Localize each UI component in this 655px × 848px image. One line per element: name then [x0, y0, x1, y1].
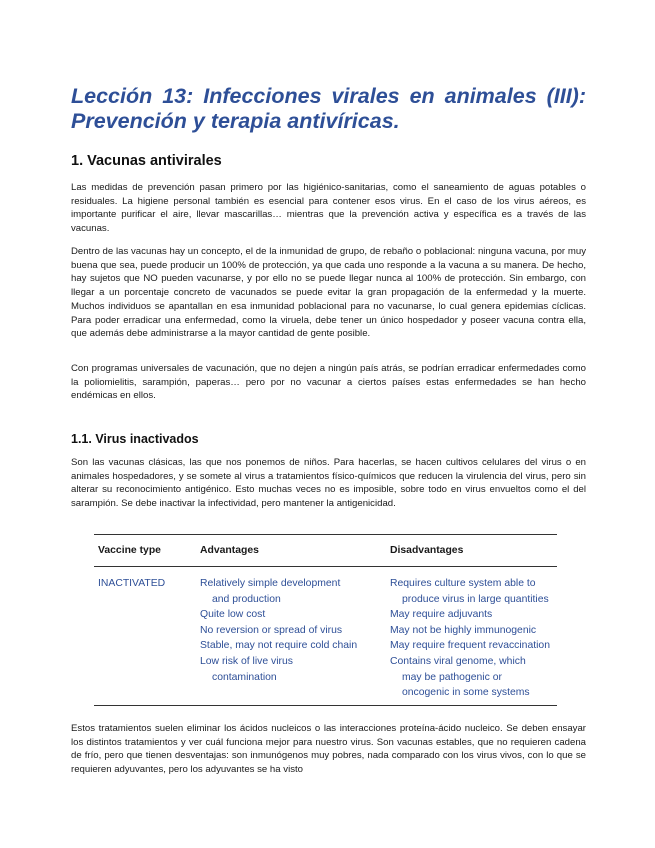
disadvantages-item: May not be highly immunogenic: [390, 624, 537, 636]
vaccine-comparison-table: [94, 534, 557, 706]
lesson-title: [71, 84, 586, 134]
subsection-heading-virus-inactivados: 1.1. Virus inactivados: [71, 432, 199, 446]
advantages-cell: [200, 576, 357, 685]
table-header-disadvantages: Disadvantages: [390, 545, 464, 556]
table-header-row: [94, 535, 557, 567]
paragraph-inmunidad-grupo: Dentro de las vacunas hay un concepto, el de la inmunidad de grupo, de rebaño o poblacional: ninguna vacuna, por muy buena que sea, puede producir un 100% de protección, ya que cada uno responde a la vacuna a su manera. De hecho, hay sujetos que NO pueden vacunarse, y por ello no se puede llegar nunca al 100% de protección. Sin embargo, con llegar a un porcentaje concreto de vacunados se puede evitar la gran propagación de la enfermedad y la muerte. Muchos individuos se apantallan en esa inmunidad poblacional para no vacunarse, lo cual genera epidemias cíclicas. Para poder erradicar una enfermedad, como la viruela, debe tener un único hospedador y poseer vacuna contra ella, que además debe administrarse a la mayor cantidad de gente posible.: [71, 246, 586, 340]
table-header-vaccine-type: Vaccine type: [98, 545, 161, 556]
lesson-title-line-2: Prevención y terapia antivíricas.: [71, 109, 400, 133]
table-row-inactivated: [94, 567, 557, 705]
disadvantages-item: May require adjuvants: [390, 609, 493, 621]
vaccine-type-cell: [98, 576, 165, 592]
advantages-item: Quite low cost: [200, 609, 266, 621]
disadvantages-item: produce virus in large quantities: [402, 593, 549, 605]
paragraph-vacunas-clasicas: Son las vacunas clásicas, las que nos ponemos de niños. Para hacerlas, se hacen cultivos celulares del virus o en animales hospedadores, y se somete al virus a tratamientos físico-químicos que reducen la virulencia del virus, pero sin alterar su reconocimiento antigénico. Esto muchas veces no es imposible, sobre todo en virus envueltos como el del sarampión. Se debe inactivar la infectividad, pero mantener la antigenicidad.: [71, 457, 586, 510]
paragraph-programas-vacunacion: Con programas universales de vacunación, que no dejen a ningún país atrás, se podrían erradicar enfermedades como la poliomielitis, sarampión, paperas… pero por no vacunar a ciertos países estas enfermedades se han hecho endémicas en ellos.: [71, 363, 586, 402]
paragraph-prevencion: Las medidas de prevención pasan primero por las higiénico-sanitarias, como el saneamiento de aguas potables o residuales. La higiene personal también es esencial para contener esos virus. En el caso de los virus aéreos, es importante purificar el aire, llevar mascarillas… mientras que la prevención activa y específica es a través de las vacunas.: [71, 182, 586, 235]
section-heading-vacunas: 1. Vacunas antivirales: [71, 153, 222, 169]
vaccine-type-value: INACTIVATED: [98, 578, 166, 589]
advantages-item: and production: [212, 593, 281, 605]
disadvantages-item: Contains viral genome, which: [390, 655, 526, 667]
paragraph-tratamientos: Estos tratamientos suelen eliminar los ácidos nucleicos o las interacciones proteína-ácido nucleico. Se deben ensayar los distintos tratamientos y ver cuál funciona mejor para nuestro virus. Son vacunas estables, que no requieren cadena de frío, pero que tienen desventajas: son inmunógenos muy pobres, nada comparado con los virus vivos, con lo que se requieren adyuvantes, pero los adyuvantes se ha visto: [71, 723, 586, 776]
advantages-item: Low risk of live virus: [200, 655, 293, 667]
advantages-item: Stable, may not require cold chain: [200, 640, 358, 652]
disadvantages-item: May require frequent revaccination: [390, 640, 550, 652]
lesson-title-line-1: Lección 13: Infecciones virales en animales (III):: [71, 84, 586, 108]
disadvantages-item: Requires culture system able to: [390, 578, 536, 589]
disadvantages-cell: [390, 576, 550, 701]
advantages-item: contamination: [212, 671, 277, 683]
advantages-item: No reversion or spread of virus: [200, 624, 343, 636]
table-header-advantages: Advantages: [200, 545, 259, 556]
advantages-item: Relatively simple development: [200, 578, 341, 589]
disadvantages-item: oncogenic in some systems: [402, 687, 530, 699]
disadvantages-item: may be pathogenic or: [402, 671, 502, 683]
